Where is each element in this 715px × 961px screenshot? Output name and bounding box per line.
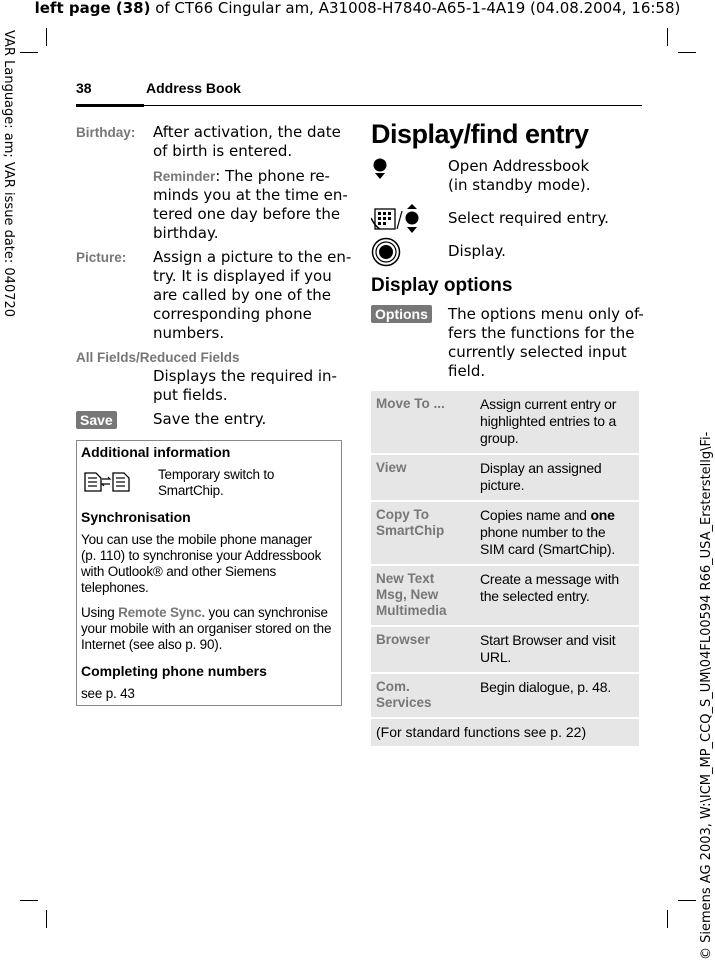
option-name: Copy To SmartChip — [371, 502, 475, 564]
table-row — [371, 627, 639, 672]
table-footer: (For standard functions see p. 22) — [371, 719, 639, 746]
option-description: Begin dialogue, p. 48. — [475, 674, 639, 717]
option-name: Move To ... — [371, 391, 475, 453]
option-name: View — [371, 455, 475, 500]
display-options-title: Display options — [371, 275, 513, 296]
birthday-text: After activation, the date of birth is entered. — [153, 123, 341, 160]
table-row — [371, 391, 639, 453]
step-open-text: Open Addressbook (in standby mode). — [448, 157, 591, 194]
header-rule — [76, 105, 642, 106]
reminder-label: Reminder — [153, 169, 216, 184]
option-description: Assign current entry or highlighted entries to a group. — [475, 391, 639, 453]
complete-title: Completing phone numbers — [81, 663, 267, 679]
remote-sync-text: Using Remote Sync. you can synchronise your mobile with an organiser stored on the Internet (see also p. 90). — [81, 605, 332, 652]
table-row — [371, 455, 639, 500]
option-description: Start Browser and visit URL. — [475, 627, 639, 672]
table-row — [371, 502, 639, 564]
center-select-icon — [371, 237, 401, 267]
fields-text: Displays the required in- put fields. — [153, 367, 337, 404]
page-title: Address Book — [146, 80, 241, 96]
save-softkey: Save — [76, 411, 117, 430]
page-number: 38 — [76, 80, 92, 96]
step-select-text: Select required entry. — [448, 209, 609, 227]
option-description: Copies name and one phone number to the SIM card (SmartChip). — [475, 502, 639, 564]
info-title: Additional information — [81, 444, 231, 460]
birthday-label: Birthday: — [76, 125, 136, 140]
options-table — [371, 389, 639, 748]
picture-text: Assign a picture to the en- try. It is displayed if you are called by one of the corresponding phone numbers. — [153, 248, 352, 342]
side-note-left: VAR Language: am; VAR issue date: 040720 — [1, 30, 16, 318]
option-name: New Text Msg, New Multimedia — [371, 566, 475, 625]
keypad-nav-icon — [371, 203, 421, 235]
additional-info-box — [76, 440, 342, 706]
table-row — [371, 674, 639, 717]
sync-title: Synchronisation — [81, 509, 191, 525]
options-text: The options menu only of- fers the functions for the currently selected input field. — [448, 305, 644, 380]
remote-sync-label: Remote Sync. — [118, 605, 205, 620]
smartchip-switch-icon — [83, 471, 131, 493]
options-softkey: Options — [371, 305, 432, 324]
table-footer-row — [371, 719, 639, 746]
complete-text: see p. 43 — [81, 686, 135, 701]
option-description: Display an assigned picture. — [475, 455, 639, 500]
sync-text: You can use the mobile phone manager (p. 110) to synchronise your Addressbook with Outlook® and other Siemens telephones. — [81, 532, 322, 595]
table-row — [371, 566, 639, 625]
print-header-bold: left page (38) — [34, 0, 151, 17]
option-description: Create a message with the selected entry. — [475, 566, 639, 625]
switch-text: Temporary switch to SmartChip. — [158, 467, 275, 498]
header-rule-accent — [76, 104, 144, 107]
option-name: Browser — [371, 627, 475, 672]
reminder-text: Reminder: The phone re- minds you at the time en- tered one day before the birthday. — [153, 167, 348, 242]
print-header — [0, 0, 715, 17]
picture-label: Picture: — [76, 250, 127, 265]
step-display-text: Display. — [448, 242, 506, 260]
print-header-rest: of CT66 Cingular am, A31008-H7840-A65-1-4A19 (04.08.2004, 16:58) — [150, 0, 681, 17]
nav-down-icon — [373, 157, 387, 181]
save-text: Save the entry. — [153, 410, 267, 428]
fields-label: All Fields/Reduced Fields — [76, 350, 240, 365]
option-name: Com. Services — [371, 674, 475, 717]
section-title: Display/find entry — [371, 119, 589, 149]
